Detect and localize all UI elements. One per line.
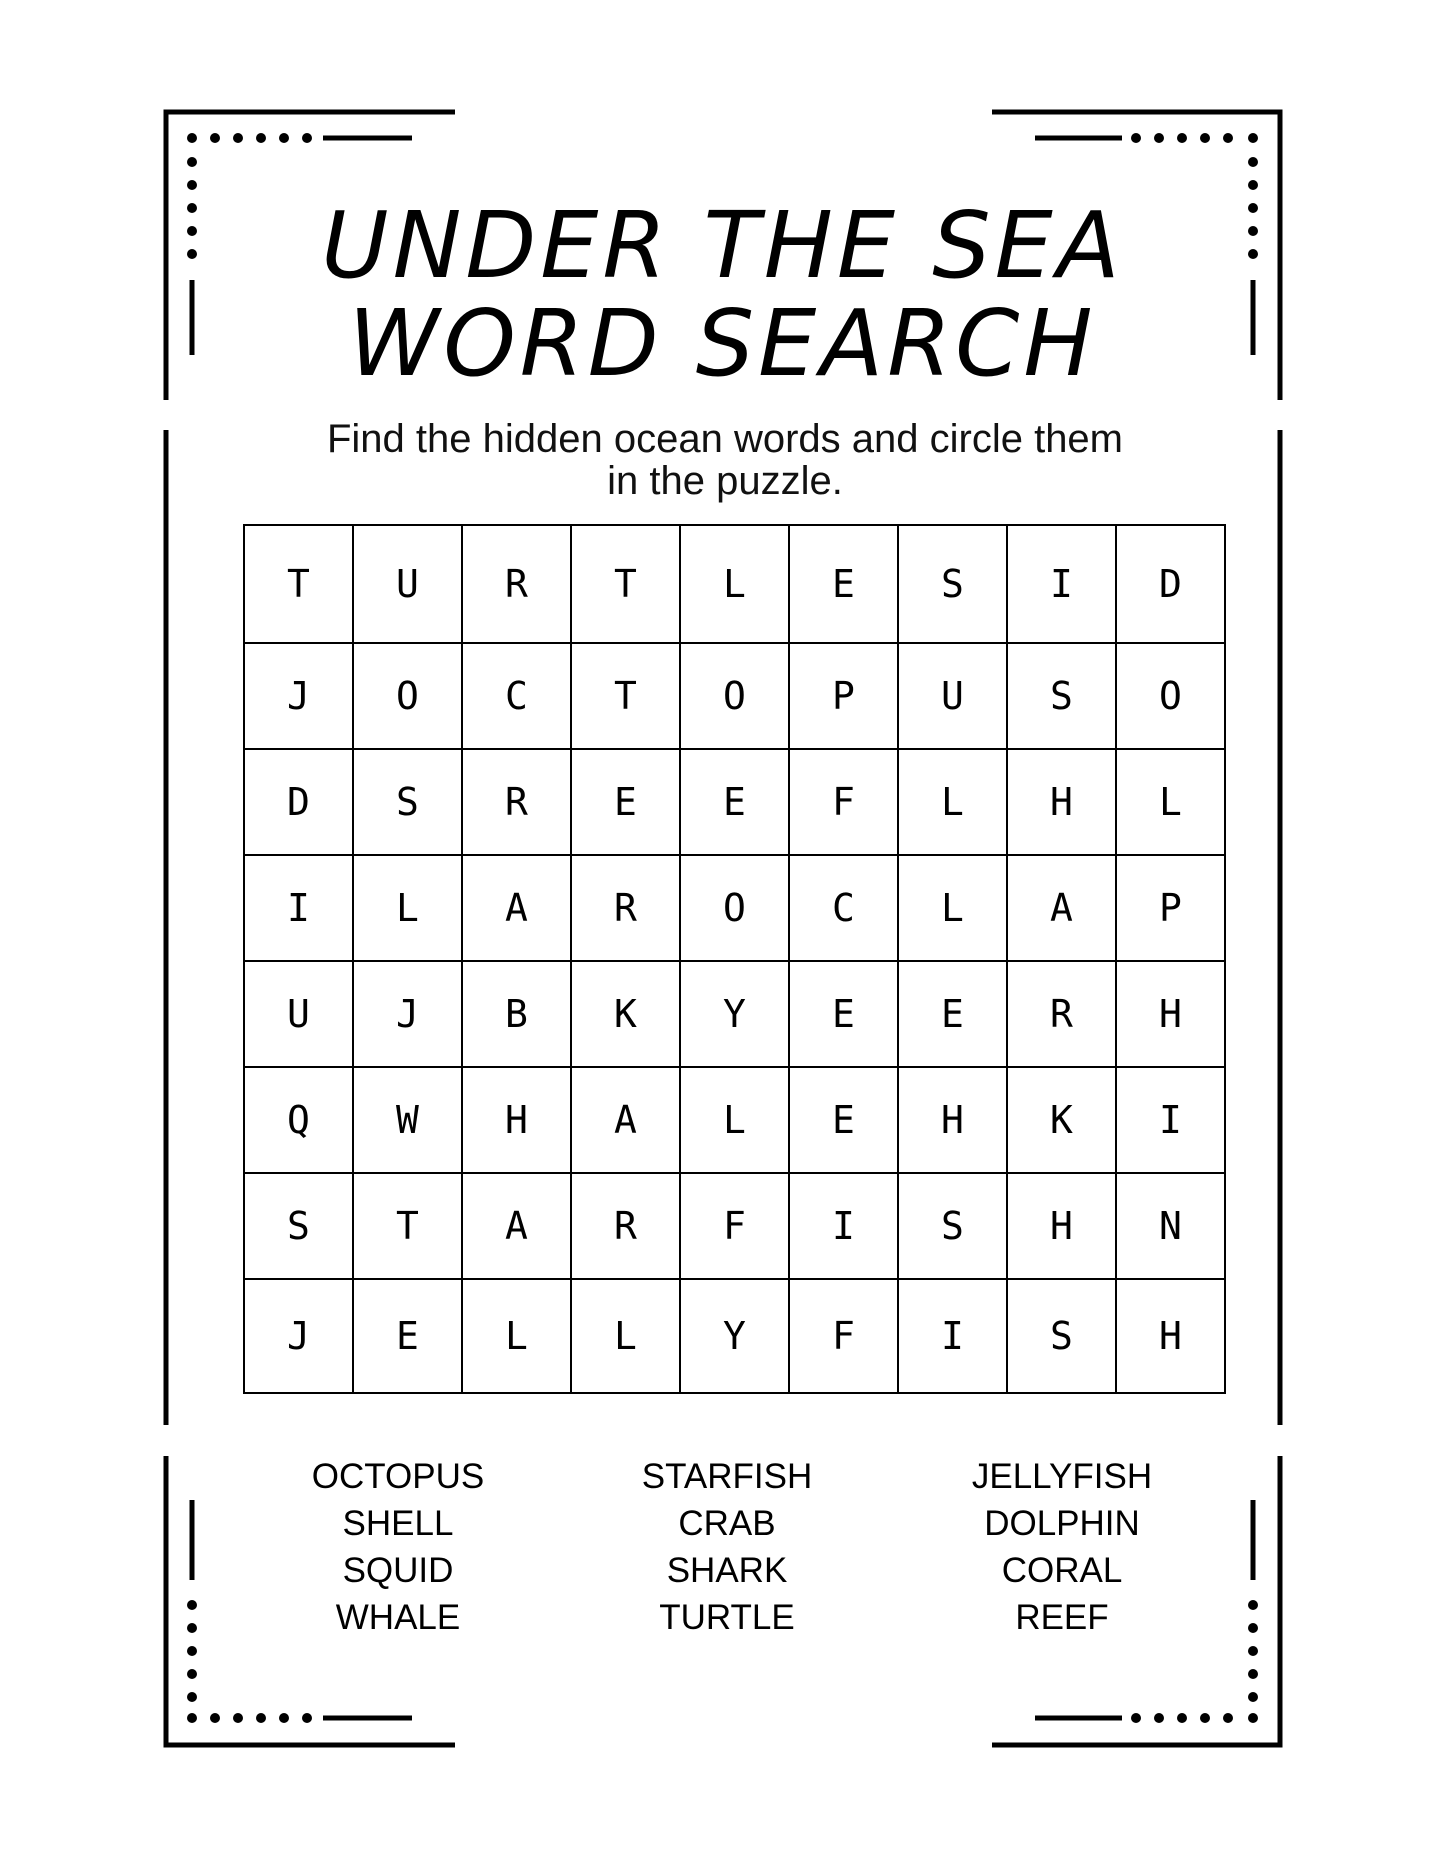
grid-cell[interactable]: L bbox=[353, 855, 462, 961]
ornament-dot bbox=[279, 1713, 289, 1723]
grid-cell[interactable]: P bbox=[789, 643, 898, 749]
grid-cell[interactable]: T bbox=[353, 1173, 462, 1279]
grid-row bbox=[244, 1279, 1225, 1393]
ornament-dot bbox=[187, 1692, 197, 1702]
grid-cell[interactable]: E bbox=[680, 749, 789, 855]
grid-cell[interactable]: I bbox=[244, 855, 353, 961]
grid-cell[interactable]: C bbox=[462, 643, 571, 749]
grid-cell[interactable]: E bbox=[789, 961, 898, 1067]
grid-cell[interactable]: S bbox=[898, 525, 1007, 643]
ornament-dot bbox=[1248, 1692, 1258, 1702]
grid-cell[interactable]: S bbox=[353, 749, 462, 855]
grid-cell[interactable]: E bbox=[353, 1279, 462, 1393]
grid-cell[interactable]: L bbox=[571, 1279, 680, 1393]
ornament-dot bbox=[1200, 1713, 1210, 1723]
grid-cell[interactable]: T bbox=[571, 525, 680, 643]
ornament-dot bbox=[302, 1713, 312, 1723]
grid-cell[interactable]: K bbox=[571, 961, 680, 1067]
grid-cell[interactable]: Y bbox=[680, 961, 789, 1067]
word-list-item: STARFISH bbox=[641, 1457, 813, 1496]
word-list-column-1 bbox=[268, 1453, 528, 1641]
grid-cell[interactable]: R bbox=[462, 525, 571, 643]
grid-cell[interactable]: H bbox=[1007, 749, 1116, 855]
grid-cell[interactable]: F bbox=[680, 1173, 789, 1279]
ornament-dot bbox=[1248, 1623, 1258, 1633]
ornament-dot bbox=[1248, 1646, 1258, 1656]
ornament-dot bbox=[187, 133, 197, 143]
grid-cell[interactable]: E bbox=[898, 961, 1007, 1067]
grid-cell[interactable]: I bbox=[1007, 525, 1116, 643]
grid-cell[interactable]: J bbox=[353, 961, 462, 1067]
ornament-dot bbox=[1177, 1713, 1187, 1723]
grid-cell[interactable]: O bbox=[1116, 643, 1225, 749]
grid-cell[interactable]: L bbox=[680, 525, 789, 643]
grid-cell[interactable]: I bbox=[898, 1279, 1007, 1393]
grid-cell[interactable]: S bbox=[898, 1173, 1007, 1279]
grid-cell[interactable]: S bbox=[1007, 643, 1116, 749]
grid-cell[interactable]: U bbox=[353, 525, 462, 643]
grid-cell[interactable]: O bbox=[353, 643, 462, 749]
grid-cell[interactable]: H bbox=[1007, 1173, 1116, 1279]
grid-cell[interactable]: I bbox=[1116, 1067, 1225, 1173]
word-list-item: SHELL bbox=[342, 1504, 454, 1543]
ornament-dot bbox=[233, 133, 243, 143]
grid-cell[interactable]: L bbox=[1116, 749, 1225, 855]
grid-row bbox=[244, 749, 1225, 855]
grid-cell[interactable]: D bbox=[244, 749, 353, 855]
ornament-dot bbox=[1131, 1713, 1141, 1723]
ornament-dot bbox=[256, 1713, 266, 1723]
grid-row bbox=[244, 1173, 1225, 1279]
grid-cell[interactable]: F bbox=[789, 749, 898, 855]
grid-cell[interactable]: P bbox=[1116, 855, 1225, 961]
grid-cell[interactable]: L bbox=[898, 855, 1007, 961]
ornament-dot bbox=[233, 1713, 243, 1723]
ornament-dot bbox=[187, 1669, 197, 1679]
grid-row bbox=[244, 525, 1225, 643]
ornament-dot bbox=[187, 1713, 197, 1723]
ornament-dot bbox=[1248, 157, 1258, 167]
grid-cell[interactable]: Y bbox=[680, 1279, 789, 1393]
ornament-dot bbox=[187, 1600, 197, 1610]
grid-row bbox=[244, 855, 1225, 961]
word-list-item: TURTLE bbox=[659, 1598, 795, 1637]
grid-cell[interactable]: I bbox=[789, 1173, 898, 1279]
grid-cell[interactable]: H bbox=[462, 1067, 571, 1173]
ornament-dot bbox=[1248, 1600, 1258, 1610]
word-list-item: CORAL bbox=[1001, 1551, 1123, 1590]
grid-cell[interactable]: O bbox=[680, 643, 789, 749]
grid-cell[interactable]: J bbox=[244, 643, 353, 749]
word-list-item: SQUID bbox=[342, 1551, 454, 1590]
ornament-dot bbox=[187, 1623, 197, 1633]
grid-cell[interactable]: T bbox=[244, 525, 353, 643]
grid-cell[interactable]: W bbox=[353, 1067, 462, 1173]
grid-cell[interactable]: K bbox=[1007, 1067, 1116, 1173]
word-list-item: WHALE bbox=[335, 1598, 461, 1637]
grid-cell[interactable]: E bbox=[789, 525, 898, 643]
grid-cell[interactable]: F bbox=[789, 1279, 898, 1393]
grid-cell[interactable]: R bbox=[1007, 961, 1116, 1067]
ornament-dot bbox=[1200, 133, 1210, 143]
ornament-dot bbox=[1248, 180, 1258, 190]
grid-cell[interactable]: Q bbox=[244, 1067, 353, 1173]
grid-cell[interactable]: R bbox=[571, 855, 680, 961]
grid-cell[interactable]: A bbox=[1007, 855, 1116, 961]
ornament-dot bbox=[210, 1713, 220, 1723]
ornament-dot bbox=[1248, 133, 1258, 143]
ornament-dot bbox=[210, 133, 220, 143]
word-list-item: DOLPHIN bbox=[984, 1504, 1140, 1543]
grid-cell[interactable]: A bbox=[571, 1067, 680, 1173]
ornament-dot bbox=[1248, 1669, 1258, 1679]
grid-cell[interactable]: H bbox=[898, 1067, 1007, 1173]
word-list-item: JELLYFISH bbox=[971, 1457, 1153, 1496]
word-list-column-3 bbox=[932, 1453, 1192, 1641]
grid-row bbox=[244, 961, 1225, 1067]
ornament-dot bbox=[1154, 133, 1164, 143]
grid-cell[interactable]: U bbox=[898, 643, 1007, 749]
word-list-column-2 bbox=[597, 1453, 857, 1641]
ornament-dot bbox=[187, 157, 197, 167]
grid-cell[interactable]: C bbox=[789, 855, 898, 961]
grid-cell[interactable]: A bbox=[462, 855, 571, 961]
grid-cell[interactable]: E bbox=[789, 1067, 898, 1173]
word-list-item: OCTOPUS bbox=[311, 1457, 485, 1496]
page-title-line-1: UNDER THE SEA bbox=[321, 192, 1124, 299]
ornament-dot bbox=[256, 133, 266, 143]
word-list-item: REEF bbox=[1015, 1598, 1109, 1637]
grid-cell[interactable]: L bbox=[462, 1279, 571, 1393]
grid-cell[interactable]: T bbox=[571, 643, 680, 749]
grid-cell[interactable]: N bbox=[1116, 1173, 1225, 1279]
ornament-dot bbox=[1223, 1713, 1233, 1723]
ornament-dot bbox=[187, 180, 197, 190]
ornament-dot bbox=[302, 133, 312, 143]
instructions-line-2: in the puzzle. bbox=[607, 459, 843, 503]
ornament-dot bbox=[187, 1646, 197, 1656]
word-search-grid bbox=[243, 524, 1226, 1394]
ornament-dot bbox=[1248, 1713, 1258, 1723]
grid-cell[interactable]: U bbox=[244, 961, 353, 1067]
grid-cell[interactable]: J bbox=[244, 1279, 353, 1393]
instructions bbox=[200, 418, 1250, 502]
ornament-dot bbox=[1177, 133, 1187, 143]
instructions-line-1: Find the hidden ocean words and circle them bbox=[326, 417, 1123, 461]
ornament-dot bbox=[279, 133, 289, 143]
word-list-item: CRAB bbox=[678, 1504, 776, 1543]
grid-cell[interactable]: E bbox=[571, 749, 680, 855]
grid-row bbox=[244, 1067, 1225, 1173]
grid-row bbox=[244, 643, 1225, 749]
grid-cell[interactable]: L bbox=[680, 1067, 789, 1173]
grid-cell[interactable]: B bbox=[462, 961, 571, 1067]
grid-cell[interactable]: A bbox=[462, 1173, 571, 1279]
grid-cell[interactable]: D bbox=[1116, 525, 1225, 643]
grid-cell[interactable]: R bbox=[571, 1173, 680, 1279]
word-list-item: SHARK bbox=[666, 1551, 788, 1590]
grid-cell[interactable]: S bbox=[244, 1173, 353, 1279]
grid-cell[interactable]: S bbox=[1007, 1279, 1116, 1393]
ornament-dot bbox=[1154, 1713, 1164, 1723]
grid-cell[interactable]: H bbox=[1116, 961, 1225, 1067]
grid-cell[interactable]: R bbox=[462, 749, 571, 855]
ornament-dot bbox=[1131, 133, 1141, 143]
grid-cell[interactable]: H bbox=[1116, 1279, 1225, 1393]
ornament-dot bbox=[1223, 133, 1233, 143]
page-title-line-2: WORD SEARCH bbox=[348, 290, 1097, 397]
grid-cell[interactable]: L bbox=[898, 749, 1007, 855]
grid-cell[interactable]: O bbox=[680, 855, 789, 961]
